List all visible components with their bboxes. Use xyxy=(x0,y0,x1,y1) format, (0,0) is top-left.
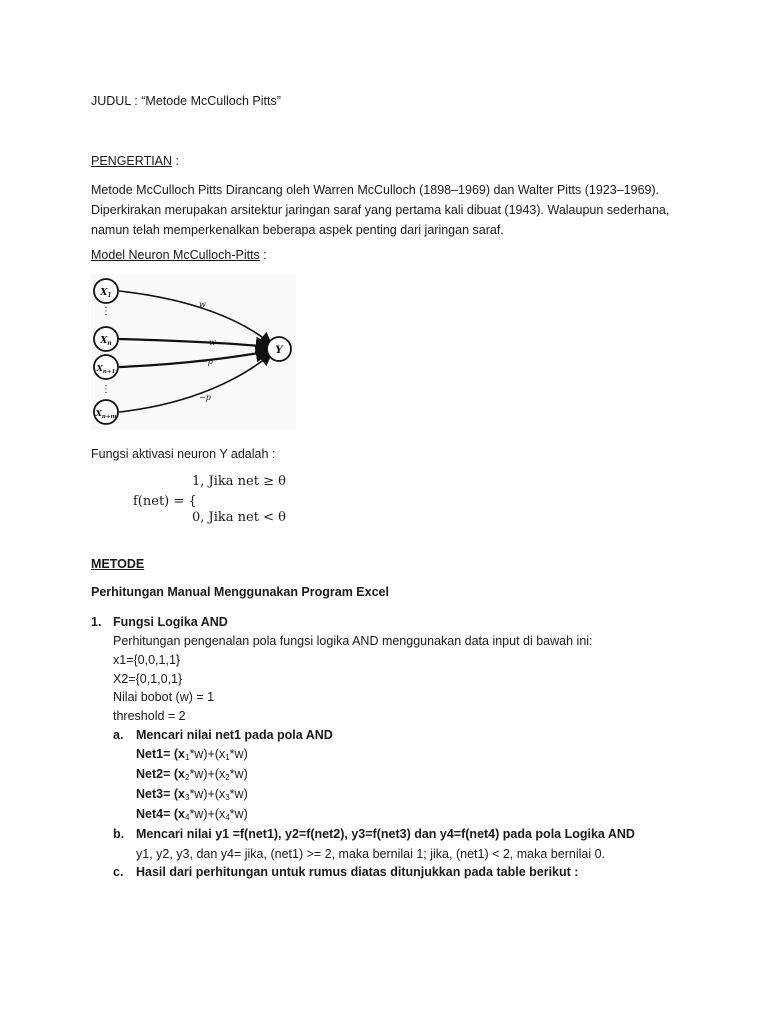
weight-value: Nilai bobot (w) = 1 xyxy=(113,690,215,704)
svg-text:Y: Y xyxy=(275,345,283,356)
list-item-1-description: Perhitungan pengenalan pola fungsi logika AND menggunakan data input di bawah ini: xyxy=(113,634,593,648)
sub-item-b-letter: b. xyxy=(113,827,125,841)
activation-case-2: 0, Jika net < θ xyxy=(192,510,286,525)
svg-text:X1: $X_1$ xyxy=(100,288,112,299)
formula-net2: $Net2= (x_2*w)+(x_2*w)$ xyxy=(136,767,248,782)
activation-intro: Fungsi aktivasi neuron Y adalah : xyxy=(91,447,276,461)
neuron-diagram xyxy=(91,274,296,430)
svg-text:Xn: $X_n$ xyxy=(100,336,112,347)
metode-heading: METODE xyxy=(91,557,145,571)
sub-item-a-title: Mencari nilai net1 pada pola AND xyxy=(136,728,333,742)
sub-item-b-title: Mencari nilai y1 =f(net1), y2=f(net2), y3=f(net3) dan y4=f(net4) pada pola Logika AND xyxy=(136,827,635,841)
weight-label-w2: w xyxy=(209,338,216,347)
pengertian-colon: : xyxy=(172,154,179,168)
node-xn xyxy=(94,327,118,351)
node-y xyxy=(267,337,291,361)
input-x1: x1={0,0,1,1} xyxy=(113,653,181,667)
pengertian-heading: PENGERTIAN xyxy=(91,154,173,168)
formula-net3: $Net3= (x_3*w)+(x_3*w)$ xyxy=(136,787,248,802)
weight-label-p1: −p xyxy=(201,357,213,366)
ellipsis-lower: ⋮ xyxy=(101,384,111,395)
svg-text:Xn+m: $X_{n+m}$ xyxy=(95,408,117,420)
list-item-1-title: Fungsi Logika AND xyxy=(113,615,228,629)
ellipsis-upper: ⋮ xyxy=(101,306,111,317)
svg-text:Xn+1: $X_{n+1}$ xyxy=(96,363,116,375)
node-xnm xyxy=(94,400,118,424)
list-item-1-number: 1. xyxy=(91,615,102,629)
activation-case-1: 1, Jika net ≥ θ xyxy=(192,474,286,489)
metode-subheading: Perhitungan Manual Menggunakan Program Excel xyxy=(91,585,389,599)
threshold-value: threshold = 2 xyxy=(113,709,186,723)
sub-item-c-title: Hasil dari perhitungan untuk rumus diatas ditunjukkan pada table berikut : xyxy=(136,865,579,879)
sub-item-a-letter: a. xyxy=(113,728,124,742)
model-colon: : xyxy=(259,248,267,262)
activation-lhs: f(net) = { xyxy=(133,494,197,509)
weight-label-p2: −p xyxy=(199,393,211,402)
formula-net1: $Net1= (x_1*w)+(x_1*w)$ xyxy=(136,747,248,762)
weight-label-w1: w xyxy=(199,300,206,309)
sub-item-b-description: y1, y2, y3, dan y4= jika, (net1) >= 2, maka bernilai 1; jika, (net1) < 2, maka bernilai 0. xyxy=(136,847,605,861)
document-title: JUDUL : “Metode McCulloch Pitts” xyxy=(91,94,281,108)
node-xn1 xyxy=(94,355,118,379)
pengertian-paragraph: Metode McCulloch Pitts Dirancang oleh Warren McCulloch (1898–1969) dan Walter Pitts (1923–1969). Diperkirakan merupakan arsitektur jaringan saraf yang pertama kali dibuat (1943). Walaupun sederhana, namun telah memperkenalkan beberapa aspek penting dari jaringan saraf. xyxy=(91,183,670,237)
model-heading-line xyxy=(91,248,267,262)
node-x1 xyxy=(94,279,118,303)
sub-item-c-letter: c. xyxy=(113,865,124,879)
pengertian-heading-line xyxy=(91,154,179,168)
model-heading: Model Neuron McCulloch-Pitts xyxy=(91,248,260,262)
input-x2: X2={0,1,0,1} xyxy=(113,672,183,686)
formula-net4: $Net4= (x_4*w)+(x_4*w)$ xyxy=(136,807,248,822)
